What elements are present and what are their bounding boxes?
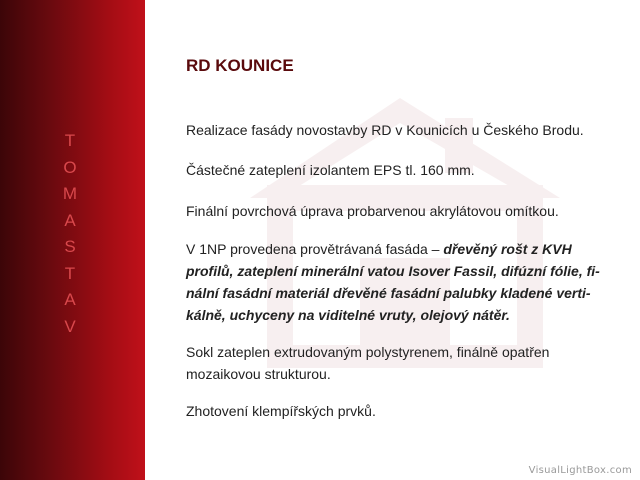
brand-letter: M — [62, 184, 78, 203]
paragraph-line: Sokl zateplen extrudovaným polystyrenem, finálně opatřen — [186, 344, 550, 360]
brand-letter: S — [64, 237, 76, 256]
paragraph-realizace: Realizace fasády novostavby RD v Kounicích u Českého Brodu. — [186, 122, 584, 138]
brand-letter: T — [64, 131, 76, 150]
emphasis-text: profilů, zateplení minerální vatou Isover Fassil, difúzní fólie, fi- — [186, 263, 600, 279]
paragraph-line — [186, 238, 614, 260]
brand-letter: A — [64, 210, 76, 230]
paragraph-line — [186, 304, 614, 326]
sidebar-panel — [0, 0, 145, 480]
brand-letter: T — [64, 263, 76, 283]
brand-letter: A — [64, 290, 76, 309]
paragraph-povrchova-uprava: Finální povrchová úprava probarvenou akrylátovou omítkou. — [186, 203, 559, 219]
paragraph-zatepleni: Částečné zateplení izolantem EPS tl. 160 mm. — [186, 162, 475, 178]
brand-letter: O — [63, 157, 77, 177]
emphasis-text: dřevěný rošt z KVH — [443, 241, 572, 257]
emphasis-text: kálně, uchyceny na viditelné vruty, olejový nátěr. — [186, 307, 510, 323]
paragraph-sokl — [186, 341, 614, 385]
page-title: RD KOUNICE — [186, 56, 294, 75]
sidebar-vertical-brand — [60, 128, 80, 340]
paragraph-line — [186, 260, 614, 282]
paragraph-klempirske-prvky: Zhotovení klempířských prvků. — [186, 403, 376, 419]
paragraph-provetravana-fasada — [186, 238, 614, 326]
credit-link[interactable]: VisualLightBox.com — [528, 465, 632, 476]
paragraph-intro-text: V 1NP provedena provětrávaná fasáda – — [186, 241, 444, 257]
paragraph-line: mozaikovou strukturou. — [186, 366, 331, 382]
emphasis-text: nální fasádní materiál dřevěné fasádní palubky kladené verti- — [186, 285, 591, 301]
brand-letter: V — [64, 316, 76, 336]
paragraph-line — [186, 282, 614, 304]
